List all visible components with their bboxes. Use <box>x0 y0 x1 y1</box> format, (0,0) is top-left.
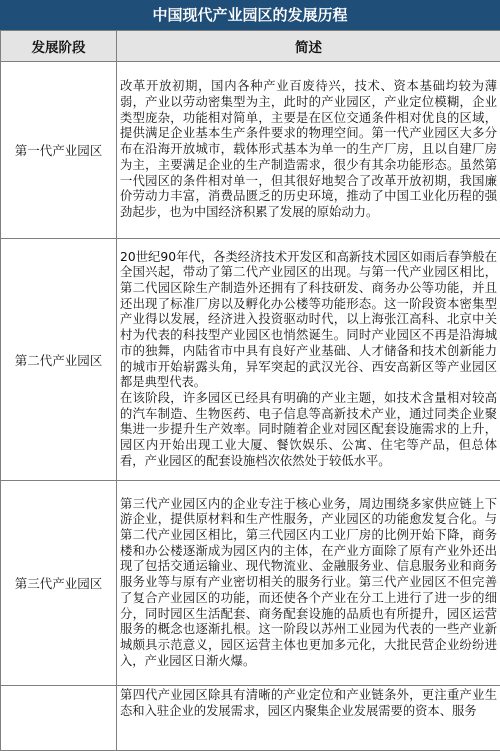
stage-cell <box>1 686 117 751</box>
stage-cell: 第三代产业园区 <box>1 481 117 686</box>
page-title: 中国现代产业园区的发展历程 <box>0 0 500 30</box>
description-paragraph: 20世纪90年代，各类经济技术开发区和高新技术园区如雨后春笋般在全国兴起，带动了第二代产业园区的出现。与第一代产业园区相比，第二代园区除生产制造外还拥有了科技研发、商务办公等功能，并且还出现了标准厂房以及孵化办公楼等功能形态。这一阶段资本密集型产业得以发展，经济进入投资驱动时代，以上海张江高科、北京中关村为代表的科技型产业园区也悄然诞生。同时产业园区不再是沿海城市的独舞，内陆省市中具有良好产业基础、人才储备和技术创新能力的城市开始崭露头角，异军突起的武汉光谷、西安高新区等产业园区都是典型代表。 <box>120 250 497 391</box>
table-row <box>1 686 500 751</box>
table-row <box>1 62 500 239</box>
header-description: 简述 <box>117 31 500 62</box>
description-cell <box>117 62 500 239</box>
header-stage: 发展阶段 <box>1 31 117 62</box>
development-table <box>0 30 500 751</box>
description-cell <box>117 239 500 481</box>
description-paragraph: 在该阶段，许多园区已经具有明确的产业主题，如技术含量相对较高的汽车制造、生物医药、电子信息等高新技术产业，通过同类企业聚集进一步提升生产效率。同时随着企业对园区配套设施需求的上升，园区内开始出现工业大厦、餐饮娱乐、公寓、住宅等产品，但总体看，产业园区的配套设施档次依然处于较低水平。 <box>120 391 497 470</box>
description-cell <box>117 686 500 751</box>
stage-cell: 第二代产业园区 <box>1 239 117 481</box>
stage-cell: 第一代产业园区 <box>1 62 117 239</box>
table-header-row <box>1 31 500 62</box>
description-cell <box>117 481 500 686</box>
description-paragraph: 改革开放初期，国内各种产业百废待兴，技术、资本基础均较为薄弱，产业以劳动密集型为主，此时的产业园区，产业定位模糊，企业类型庞杂，功能相对简单，主要是在区位交通条件相对优良的区域，提供满足企业基本生产条件要求的物理空间。第一代产业园区大多分布在沿海开放城市，载体形式基本为单一的生产厂房，且以自建厂房为主，主要满足企业的生产制造需求，很少有其余功能形态。虽然第一代园区的条件相对单一，但其很好地契合了改革开放初期，我国廉价劳动力丰富，消费品匮乏的历史环境，推动了中国工业化历程的强劲起步，也为中国经济积累了发展的原始动力。 <box>120 79 497 220</box>
description-paragraph: 第四代产业园区除具有清晰的产业定位和产业链条外，更注重产业生态和入驻企业的发展需求，园区内聚集企业发展需要的资本、服务 <box>120 688 497 719</box>
table-row <box>1 481 500 686</box>
description-paragraph: 第三代产业园区内的企业专注于核心业务，周边围绕多家供应链上下游企业，提供原材料和生产性服务，产业园区的功能愈发复合化。与第二代产业园区相比，第三代园区内工业厂房的比例开始下降，商务楼和办公楼逐渐成为园区内的主体，在产业方面除了原有产业外还出现了包括交通运输业、现代物流业、金融服务业、信息服务业和商务服务业等与原有产业密切相关的服务行业。第三代产业园区不但完善了复合产业园区的功能，而还使各个产业在分工上进行了进一步的细分，同时园区生活配套、商务配套设施的品质也有所提升，园区运营服务的概念也逐渐扎根。这一阶段以苏州工业园为代表的一些产业新城颇具示范意义，园区运营主体也更加多元化，大批民营企业纷纷进入，产业园区日渐火爆。 <box>120 497 497 670</box>
table-row <box>1 239 500 481</box>
